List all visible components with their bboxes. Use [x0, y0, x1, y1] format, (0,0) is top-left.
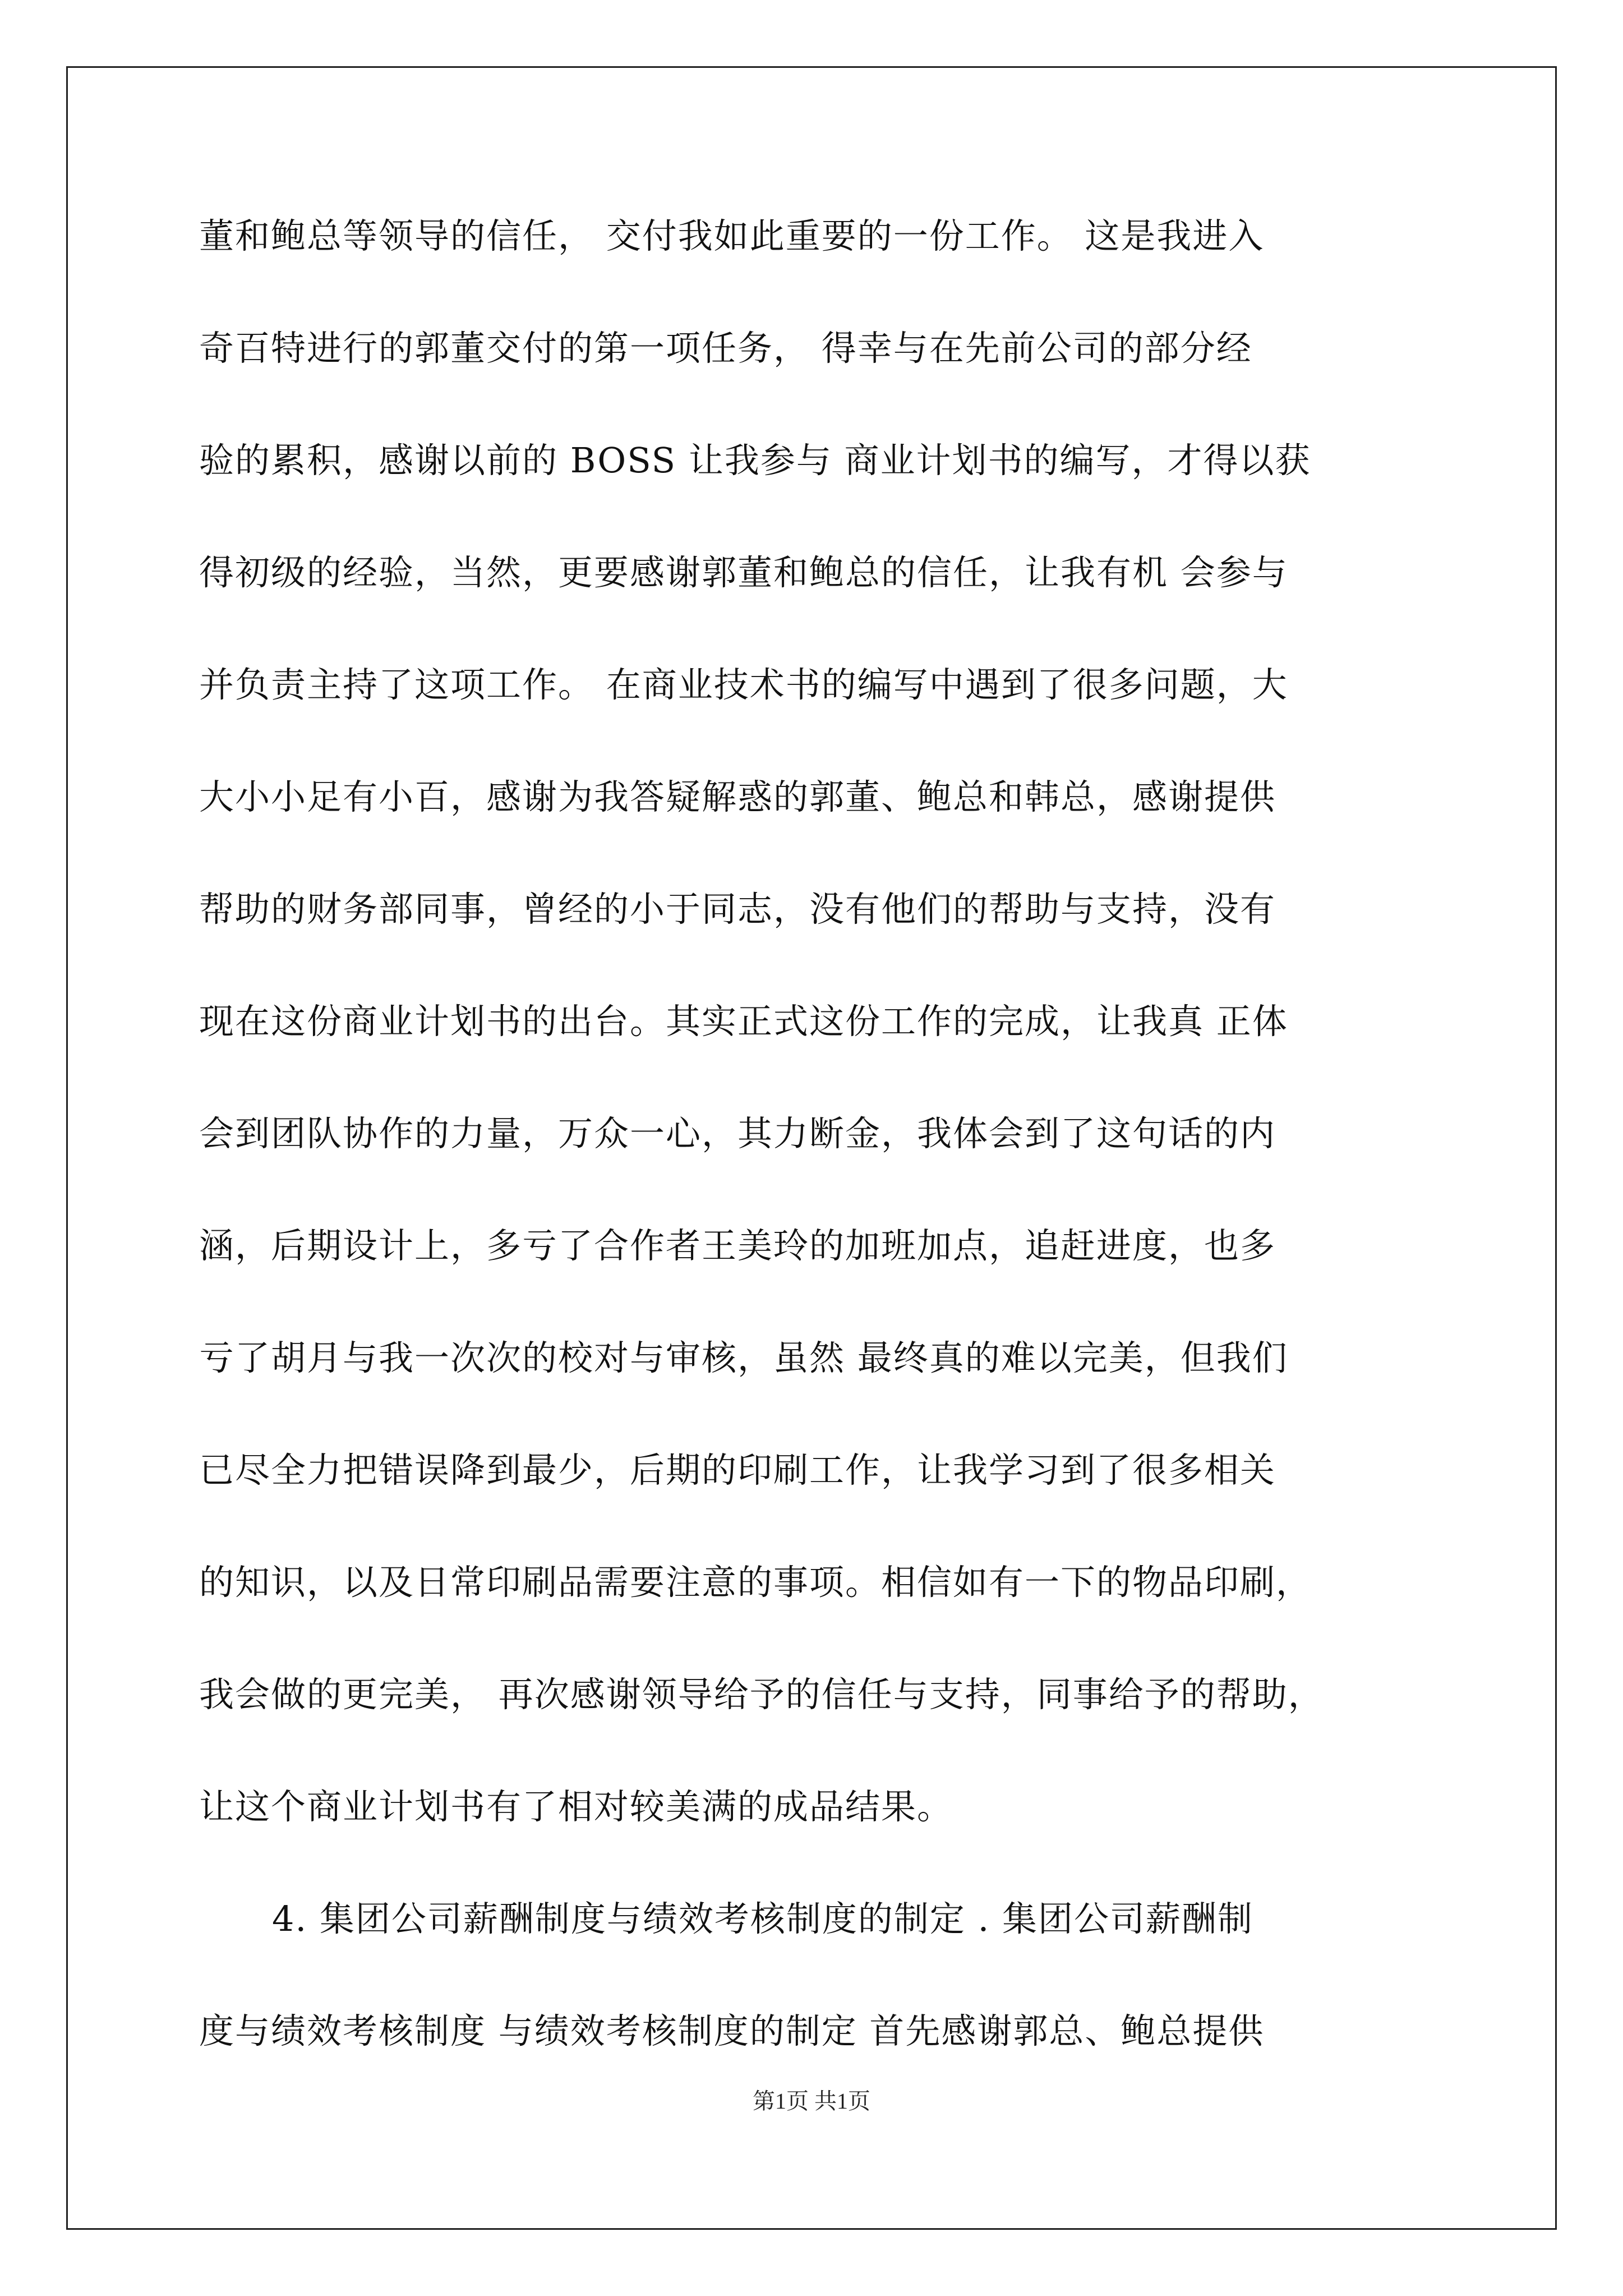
- text-line: 我会做的更完美， 再次感谢领导给予的信任与支持，同事给予的帮助，: [199, 1674, 1324, 1715]
- text-line: 度与绩效考核制度 与绩效考核制度的制定 首先感谢郭总、鲍总提供: [199, 2010, 1265, 2051]
- text-line: 的知识，以及日常印刷品需要注意的事项。相信如有一下的物品印刷，: [199, 1562, 1312, 1603]
- text-line: 涵，后期设计上，多亏了合作者王美玲的加班加点，追赶进度，也多: [199, 1225, 1276, 1266]
- document-body: [199, 215, 1433, 2126]
- text-line: 亏了胡月与我一次次的校对与审核，虽然 最终真的难以完美，但我们: [199, 1337, 1288, 1378]
- section-heading-line: 4. 集团公司薪酬制度与绩效考核制度的制定 . 集团公司薪酬制: [272, 1898, 1253, 1939]
- text-line: 帮助的财务部同事，曾经的小于同志，没有他们的帮助与支持，没有: [199, 889, 1276, 930]
- text-line: 奇百特进行的郭董交付的第一项任务， 得幸与在先前公司的部分经: [199, 328, 1252, 369]
- page-number-footer: 第1页 共1页: [753, 2088, 870, 2114]
- text-line: 会到团队协作的力量，万众一心，其力断金，我体会到了这句话的内: [199, 1113, 1276, 1154]
- text-line: 得初级的经验，当然，更要感谢郭董和鲍总的信任，让我有机 会参与: [199, 552, 1288, 593]
- text-line: 大小小足有小百，感谢为我答疑解惑的郭董、鲍总和韩总，感谢提供: [199, 776, 1276, 817]
- text-line: 已尽全力把错误降到最少，后期的印刷工作，让我学习到了很多相关: [199, 1450, 1276, 1490]
- text-line: 并负责主持了这项工作。 在商业技术书的编写中遇到了很多问题，大: [199, 664, 1288, 705]
- text-line: 现在这份商业计划书的出台。其实正式这份工作的完成，让我真 正体: [199, 1001, 1288, 1042]
- text-line: 董和鲍总等领导的信任， 交付我如此重要的一份工作。 这是我进入: [199, 215, 1265, 256]
- text-line: 验的累积，感谢以前的 BOSS 让我参与 商业计划书的编写，才得以获: [199, 440, 1311, 481]
- text-line: 让这个商业计划书有了相对较美满的成品结果。: [199, 1786, 953, 1827]
